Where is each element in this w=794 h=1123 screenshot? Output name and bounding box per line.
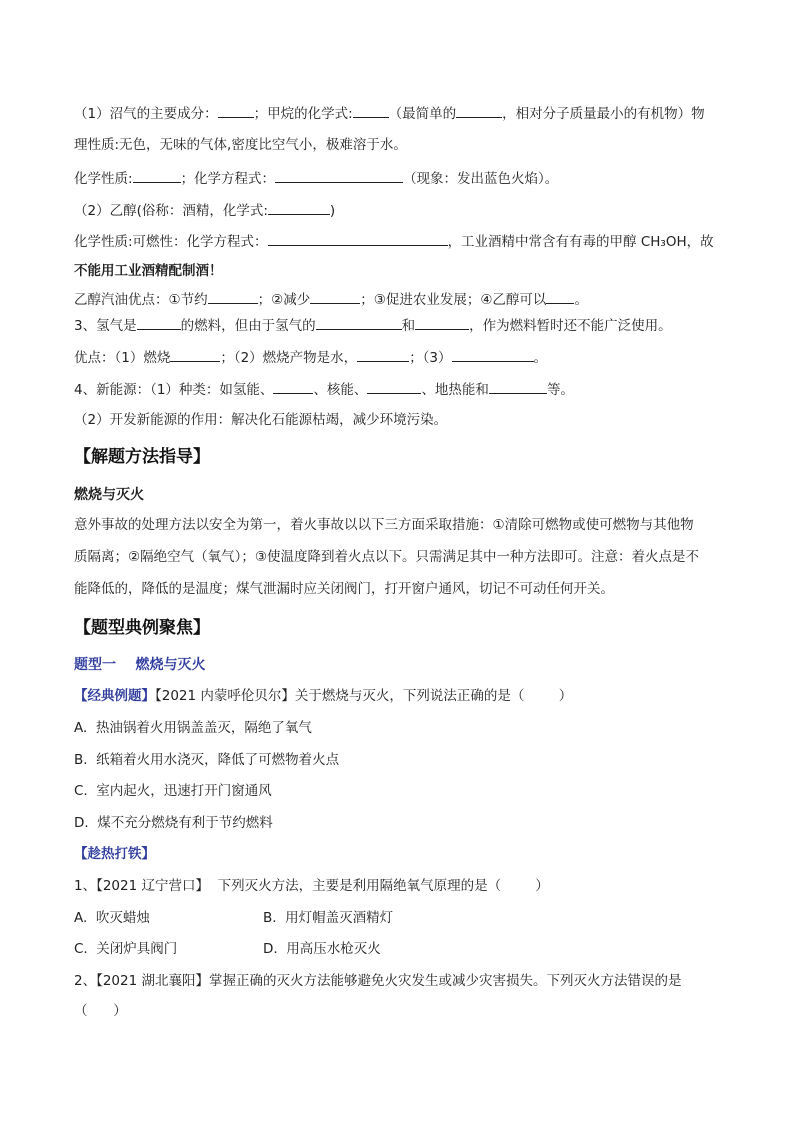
answer-blank[interactable] bbox=[546, 290, 574, 304]
text: 理性质:无色，无味的气体,密度比空气小，极难溶于水。 bbox=[74, 137, 407, 153]
text-line bbox=[74, 411, 734, 429]
question-text: 【2021 内蒙呼伦贝尔】关于燃烧与灭火，下列说法正确的是（ ） bbox=[155, 688, 573, 704]
answer-blank[interactable] bbox=[268, 201, 330, 215]
text: ，作为燃料暂时还不能广泛使用。 bbox=[469, 318, 672, 334]
text: 优点：（1）燃烧 bbox=[74, 350, 171, 366]
text: （2）乙醇(俗称：酒精，化学式: bbox=[74, 203, 268, 219]
answer-blank[interactable] bbox=[137, 316, 181, 330]
section-heading: 【题型典例聚焦】 bbox=[74, 618, 210, 638]
answer-blank[interactable] bbox=[275, 169, 403, 183]
text: （2）开发新能源的作用：解决化石能源枯竭，减少环境污染。 bbox=[74, 412, 448, 428]
text: 。 bbox=[533, 350, 548, 366]
text-line bbox=[74, 169, 734, 188]
example-question bbox=[74, 687, 734, 705]
text-line bbox=[74, 201, 734, 220]
answer-blank[interactable] bbox=[452, 348, 534, 362]
text: 、核能、 bbox=[313, 382, 368, 398]
text: 3、氢气是 bbox=[74, 318, 137, 334]
text: 不能用工业酒精配制酒！ bbox=[74, 263, 223, 279]
text: ；（2）燃烧产物是水， bbox=[220, 350, 358, 366]
question-2-paren: （ ） bbox=[74, 1003, 127, 1019]
option-d[interactable]: D. 煤不充分燃烧有利于节约燃料 bbox=[74, 815, 273, 831]
answer-blank[interactable] bbox=[316, 316, 402, 330]
text: ) bbox=[329, 203, 336, 219]
option-c[interactable]: C. 室内起火，迅速打开门窗通风 bbox=[74, 783, 272, 799]
text: ；③促进农业发展；④乙醇可以 bbox=[360, 292, 547, 308]
text-line bbox=[74, 104, 734, 123]
text: （最简单的 bbox=[388, 106, 457, 122]
text-line bbox=[74, 380, 734, 399]
text: ；（3） bbox=[409, 350, 452, 366]
option-a[interactable]: A. 热油锅着火用锅盖盖灭，隔绝了氧气 bbox=[74, 720, 312, 736]
text: （1）沼气的主要成分： bbox=[74, 106, 218, 122]
answer-blank[interactable] bbox=[273, 380, 313, 394]
answer-blank[interactable] bbox=[456, 104, 502, 118]
answer-blank[interactable] bbox=[489, 380, 547, 394]
text: 。 bbox=[574, 292, 588, 308]
answer-blank[interactable] bbox=[367, 380, 421, 394]
text-line bbox=[74, 136, 734, 154]
paragraph-line: 意外事故的处理方法以安全为第一，着火事故以以下三方面采取措施：①清除可燃物或使可燃物与其他物 bbox=[74, 517, 694, 533]
answer-blank[interactable] bbox=[353, 104, 389, 118]
text: 和 bbox=[401, 318, 416, 334]
text-line bbox=[74, 290, 734, 309]
text: ，相对分子质量最小的有机物）物 bbox=[502, 106, 705, 122]
paragraph-line: 能降低的，降低的是温度；煤气泄漏时应关闭阀门，打开窗户通风，切记不可动任何开关。 bbox=[74, 581, 614, 597]
q1-option-c[interactable]: C. 关闭炉具阀门 bbox=[74, 941, 178, 957]
text: ；甲烷的化学式: bbox=[253, 106, 353, 122]
text: 化学性质: bbox=[74, 171, 133, 187]
answer-blank[interactable] bbox=[133, 169, 181, 183]
paragraph-line: 质隔离；②隔绝空气（氧气）；③使温度降到着火点以下。只需满足其中一种方法即可。注意：着火点是不 bbox=[74, 549, 699, 565]
question-type-label: 题型一 燃烧与灭火 bbox=[74, 657, 206, 673]
text: 等。 bbox=[546, 382, 574, 398]
text: 乙醇汽油优点：①节约 bbox=[74, 292, 208, 308]
answer-blank[interactable] bbox=[357, 348, 409, 362]
q1-option-b[interactable]: B. 用灯帽盖灭酒精灯 bbox=[263, 910, 394, 926]
practice-tag: 【趁热打铁】 bbox=[74, 846, 155, 862]
text: ；化学方程式： bbox=[180, 171, 276, 187]
text: ，工业酒精中常含有有毒的甲醇 CH₃OH，故 bbox=[447, 234, 714, 250]
text: 化学性质:可燃性：化学方程式： bbox=[74, 234, 268, 250]
text-line bbox=[74, 232, 734, 251]
text-line bbox=[74, 316, 734, 335]
question-2: 2、【2021 湖北襄阳】掌握正确的灭火方法能够避免火灾发生或减少灾害损失。下列灭火方法错误的是 bbox=[74, 973, 682, 989]
text-line bbox=[74, 348, 734, 367]
answer-blank[interactable] bbox=[268, 232, 448, 246]
answer-blank[interactable] bbox=[218, 104, 254, 118]
answer-blank[interactable] bbox=[310, 290, 360, 304]
option-b[interactable]: B. 纸箱着火用水浇灭，降低了可燃物着火点 bbox=[74, 752, 340, 768]
example-tag: 【经典例题】 bbox=[74, 688, 155, 704]
answer-blank[interactable] bbox=[415, 316, 469, 330]
q1-option-a[interactable]: A. 吹灭蜡烛 bbox=[74, 910, 150, 926]
q1-option-d[interactable]: D. 用高压水枪灭火 bbox=[263, 941, 381, 957]
text: 4、新能源：（1）种类：如氢能、 bbox=[74, 382, 274, 398]
question-1: 1、【2021 辽宁营口】 下列灭火方法，主要是利用隔绝氧气原理的是（ ） bbox=[74, 878, 549, 894]
section-subtitle: 燃烧与灭火 bbox=[74, 487, 144, 503]
text: ；②减少 bbox=[257, 292, 311, 308]
text: 的燃料，但由于氢气的 bbox=[180, 318, 316, 334]
section-heading: 【解题方法指导】 bbox=[74, 447, 210, 467]
text: 、地热能和 bbox=[421, 382, 489, 398]
text: （现象：发出蓝色火焰）。 bbox=[403, 171, 559, 187]
answer-blank[interactable] bbox=[170, 348, 220, 362]
answer-blank[interactable] bbox=[208, 290, 258, 304]
text-line bbox=[74, 262, 734, 280]
